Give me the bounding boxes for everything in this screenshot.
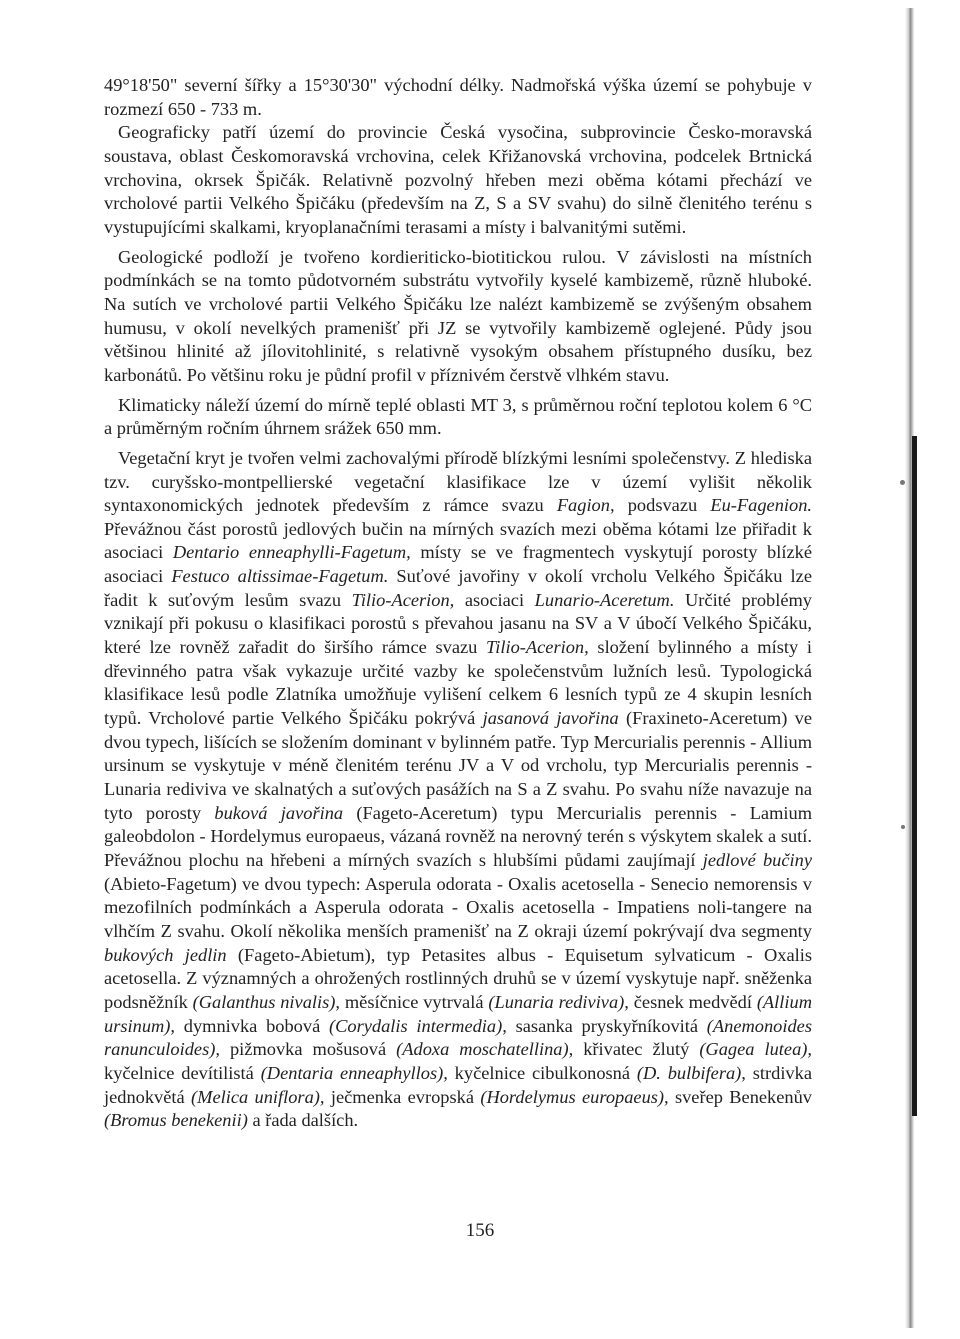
text-run: Suťové javořiny v okolí vrcholu Velkého Špičáku lze řadit k suťovým lesům svazu: [104, 566, 812, 610]
italic-term: (Melica uniflora),: [191, 1086, 325, 1107]
text-run: (Abieto-Fagetum) ve dvou typech: Asperula odorata - Oxalis acetosella - Senecio nemorensis v mezofilních podmínkách a Asperula odorata - Oxalis acetosella - Impatiens noli-tangere na vlhčím Z svahu. Okolí několika menších pramenišť na Z okraji území pokrývají dva segmenty: [104, 873, 812, 941]
body-text: [104, 74, 812, 1133]
italic-term: Tilio-Acerion,: [351, 589, 455, 610]
text-run: strdivka jednokvětá: [104, 1062, 812, 1107]
scan-speck: [900, 480, 905, 485]
italic-term: (Gagea lutea),: [699, 1039, 812, 1060]
text-run: a řada dalších.: [247, 1110, 359, 1131]
text-run: (Fageto-Abietum), typ Petasites albus - Equisetum sylvaticum - Oxalis acetosella. Z významných a ohrožených rostlinných druhů se v území vyskytuje např. sněženka podsněžník: [104, 944, 812, 1012]
paragraph-geology: [104, 246, 812, 388]
italic-term: (Adoxa moschatellina),: [396, 1039, 574, 1060]
text-run: (Fageto-Aceretum) typu Mercurialis perennis - Lamium galeobdolon - Hordelymus europaeus, vázaná rovněž na nerovný terén s výskytem skalek a sutí. Převážnou plochu na hřebeni a mírných svazích s hlubšími půdami zaujímají: [104, 802, 813, 870]
scan-speck: [901, 825, 905, 829]
text-run: dymnivka bobová: [175, 1015, 329, 1036]
paragraph-coordinates: [104, 74, 812, 121]
italic-term: (Hordelymus europaeus),: [480, 1086, 669, 1107]
text-run: kyčelnice devítilistá: [104, 1062, 261, 1083]
text-run: ječmenka evropská: [324, 1086, 481, 1107]
text-run: Klimaticky náleží území do mírně teplé oblasti MT 3, s průměrnou roční teplotou kolem 6 °C a průměrným ročním úhrnem srážek 650 mm.: [104, 394, 812, 439]
text-run: křivatec žlutý: [573, 1039, 700, 1060]
italic-term: jasanová javořina: [482, 708, 619, 729]
italic-term: (Anemonoides ranunculoides),: [104, 1015, 812, 1060]
italic-term: (Galanthus nivalis),: [192, 991, 340, 1012]
paragraph-geography: [104, 121, 812, 239]
text-run: kyčelnice cibulkonosná: [447, 1062, 637, 1083]
text-run: 49°18'50" severní šířky a 15°30'30" východní délky. Nadmořská výška území se pohybuje v rozmezí 650 - 733 m.: [104, 75, 812, 119]
paragraph-climate: [104, 394, 812, 441]
text-run: Vegetační kryt je tvořen velmi zachovalými přírodě blízkými lesními společenstvy. Z hlediska tzv. curyšsko-montpellierské vegetační klasifikace lze v území vylišit několik syntaxonomických jednotek především z rámce svazu: [104, 447, 812, 516]
italic-term: Lunario-Aceretum.: [534, 589, 675, 610]
text-run: podsvazu: [614, 495, 711, 516]
italic-term: (Corydalis intermedia),: [329, 1015, 507, 1036]
text-run: sasanka pryskyřníkovitá: [506, 1015, 707, 1036]
italic-term: Tilio-Acerion,: [486, 637, 589, 658]
italic-term: (D. bulbifera),: [636, 1062, 746, 1083]
italic-term: (Bromus benekenii): [104, 1110, 248, 1131]
italic-term: (Dentaria enneaphyllos),: [260, 1062, 448, 1083]
italic-term: buková javořina: [214, 802, 344, 823]
paragraph-vegetation: [104, 447, 812, 1133]
text-run: pižmovka mošusová: [219, 1039, 397, 1060]
text-run: asociaci: [454, 589, 535, 610]
italic-term: bukových jedlin: [104, 944, 227, 965]
text-run: česnek medvědí: [628, 991, 757, 1012]
scan-edge-dark-band: [912, 436, 917, 1116]
italic-term: Dentario enneaphylli-Fagetum,: [172, 542, 411, 563]
italic-term: (Allium ursinum),: [104, 991, 812, 1036]
italic-term: (Lunaria rediviva),: [488, 991, 629, 1012]
text-run: sveřep Benekenův: [668, 1086, 813, 1107]
text-run: Geologické podloží je tvořeno kordieriticko-biotitickou rulou. V závislosti na místních podmínkách se na tomto půdotvorném substrátu vytvořily kyselé kambizemě, různě hluboké. Na sutích ve vrcholové partii Velkého Špičáku lze nalézt kambizemě se zvýšeným obsahem humusu, v okolí nevelkých pramenišť při JZ se vytvořily kambizemě oglejené. Půdy jsou většinou hlinité až jílovitohlinité, s relativně vysokým obsahem přístupného dusíku, bez karbonátů. Po většinu roku je půdní profil v příznivém čerstvě vlhkém stavu.: [104, 246, 812, 385]
text-run: Určité problémy vznikají při pokusu o klasifikaci porostů s převahou jasanu na SV a V úbočí Velkého Špičáku, které lze rovněž zařadit do širšího rámce svazu: [104, 589, 812, 658]
text-run: (Fraxineto-Aceretum) ve dvou typech, lišících se složením dominant v bylinném patře. Typ Mercurialis perennis - Allium ursinum se vyskytuje v méně členitém terénu JV a V od vrcholu, typ Mercurialis perennis - Lunaria rediviva ve skalnatých a suťových pasážích na S a Z svahu. Po svahu níže navazuje na tyto porosty: [104, 708, 812, 823]
text-run: měsíčnice vytrvalá: [340, 991, 489, 1012]
italic-term: Fagion,: [556, 495, 615, 516]
italic-term: Festuco altissimae-Fagetum.: [171, 566, 389, 587]
page-number: 156: [465, 1220, 495, 1241]
text-run: místy se ve fragmentech vyskytují porosty blízké asociaci: [104, 542, 812, 587]
italic-term: Eu-Fagenion.: [710, 495, 812, 516]
italic-term: jedlové bučiny: [702, 850, 812, 870]
text-run: Geograficky patří území do provincie Česká vysočina, subprovincie Česko-moravská soustava, oblast Českomoravská vrchovina, celek Křižanovská vrchovina, podcelek Brtnická vrchovina, okrsek Špičák. Relativně pozvolný hřeben mezi oběma kótami přechází ve vrcholové partii Velkého Špičáku (především na Z, S a SV svahu) do silně členitého terénu s vystupujícími skalkami, kryoplanačními terasami a místy i balvanitými sutěmi.: [104, 122, 812, 237]
text-run: složení bylinného a místy i dřevinného patra však vykazuje určité vazby ke společenstvům lužních lesů. Typologická klasifikace lesů podle Zlatníka umožňuje vylišení celkem 6 lesních typů ze 4 skupin lesních typů. Vrcholové partie Velkého Špičáku pokrývá: [104, 637, 812, 729]
text-run: Převážnou část porostů jedlových bučin na mírných svazích mezi oběma kótami lze přiřadit k asociaci: [104, 518, 812, 563]
